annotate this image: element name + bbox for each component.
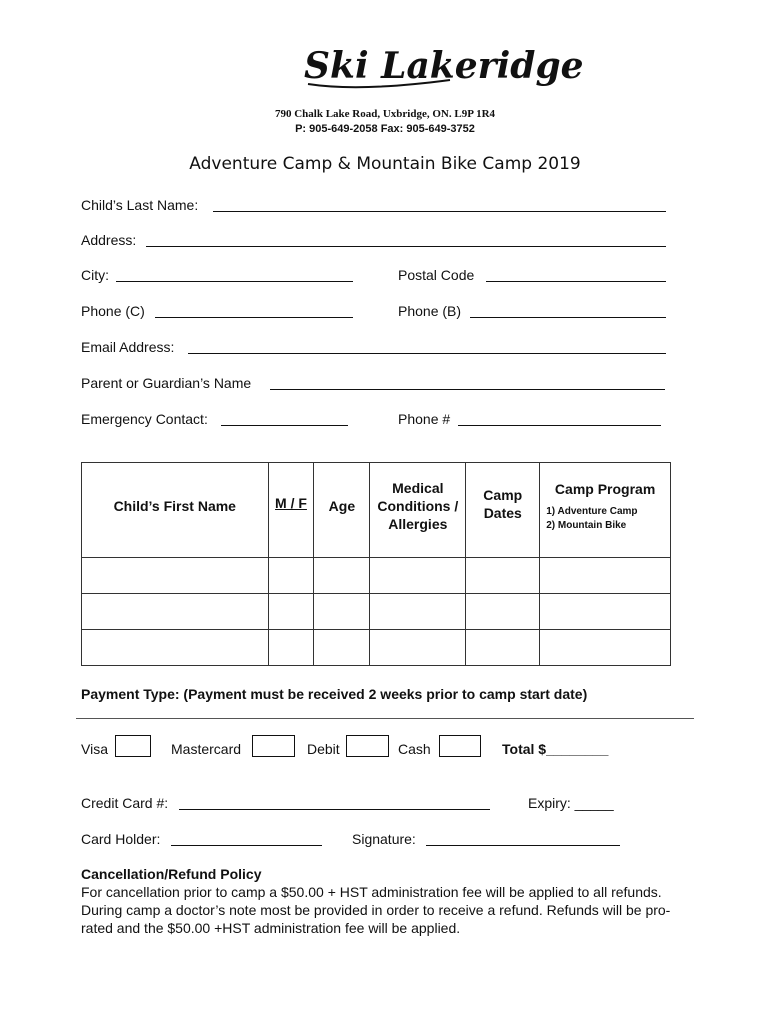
- table-row: [82, 594, 671, 630]
- mastercard-checkbox[interactable]: [252, 735, 295, 757]
- refund-policy-text: For cancellation prior to camp a $50.00 + HST administration fee will be applied to all refunds. During camp a doctor’s note most be provided in order to receive a refund. Refunds will be pro-rated and the $50.00 +HST administration fee will be applied.: [81, 884, 671, 936]
- svg-text:Ski Lakeridge: Ski Lakeridge: [304, 45, 584, 87]
- phone-b-field[interactable]: [470, 317, 666, 318]
- emergency-contact-field[interactable]: [221, 425, 348, 426]
- last-name-label: Child’s Last Name:: [81, 197, 199, 213]
- age-cell[interactable]: [314, 630, 370, 666]
- visa-label: Visa: [81, 741, 108, 757]
- phone-c-field[interactable]: [155, 317, 353, 318]
- city-field[interactable]: [116, 281, 353, 282]
- card-holder-field[interactable]: [171, 845, 322, 846]
- postal-code-label: Postal Code: [398, 267, 475, 283]
- children-table: [81, 462, 671, 666]
- address-label: Address:: [81, 232, 137, 248]
- payment-divider: [76, 718, 694, 719]
- address-line: 790 Chalk Lake Road, Uxbridge, ON. L9P 1R4: [274, 108, 496, 120]
- signature-field[interactable]: [426, 845, 620, 846]
- cash-label: Cash: [398, 741, 431, 757]
- postal-code-field[interactable]: [486, 281, 666, 282]
- age-cell[interactable]: [314, 594, 370, 630]
- medical-cell[interactable]: [370, 594, 466, 630]
- camp-program-title: Camp Program: [554, 481, 656, 497]
- credit-card-field[interactable]: [179, 809, 490, 810]
- guardian-field[interactable]: [270, 389, 665, 390]
- total-field[interactable]: Total $________: [502, 741, 609, 757]
- mastercard-label: Mastercard: [171, 741, 242, 757]
- emergency-contact-label: Emergency Contact:: [81, 411, 208, 427]
- first-name-cell[interactable]: [82, 558, 269, 594]
- visa-checkbox[interactable]: [115, 735, 151, 757]
- camp-dates-header: Camp Dates: [466, 463, 540, 558]
- refund-policy-heading: Cancellation/Refund Policy: [81, 866, 262, 882]
- guardian-label: Parent or Guardian’s Name: [81, 375, 252, 391]
- camp-program-header: [540, 463, 671, 558]
- form-title: Adventure Camp & Mountain Bike Camp 2019: [189, 154, 581, 174]
- age-header: Age: [314, 463, 370, 558]
- table-header-row: [82, 463, 671, 558]
- camp-dates-cell[interactable]: [466, 630, 540, 666]
- debit-checkbox[interactable]: [346, 735, 389, 757]
- age-cell[interactable]: [314, 558, 370, 594]
- gender-header: [268, 463, 314, 558]
- program-option-1: 1) Adventure Camp: [546, 506, 638, 517]
- first-name-header: Child’s First Name: [82, 463, 269, 558]
- medical-cell[interactable]: [370, 558, 466, 594]
- table-row: [82, 630, 671, 666]
- phone-fax-line: P: 905-649-2058 Fax: 905-649-3752: [295, 123, 475, 135]
- first-name-cell[interactable]: [82, 594, 269, 630]
- credit-card-label: Credit Card #:: [81, 795, 169, 811]
- phone-c-label: Phone (C): [81, 303, 145, 319]
- camp-dates-cell[interactable]: [466, 558, 540, 594]
- address-field[interactable]: [146, 246, 666, 247]
- last-name-field[interactable]: [213, 211, 666, 212]
- emergency-phone-label: Phone #: [398, 411, 451, 427]
- camp-program-cell[interactable]: [540, 630, 671, 666]
- card-holder-label: Card Holder:: [81, 831, 161, 847]
- email-field[interactable]: [188, 353, 666, 354]
- gender-cell[interactable]: [268, 594, 314, 630]
- email-label: Email Address:: [81, 339, 175, 355]
- debit-label: Debit: [307, 741, 340, 757]
- gender-cell[interactable]: [268, 558, 314, 594]
- emergency-phone-field[interactable]: [458, 425, 661, 426]
- medical-cell[interactable]: [370, 630, 466, 666]
- payment-type-heading: Payment Type: (Payment must be received 2 weeks prior to camp start date): [81, 686, 588, 702]
- ski-lakeridge-logo: [300, 34, 584, 96]
- table-row: [82, 558, 671, 594]
- first-name-cell[interactable]: [82, 630, 269, 666]
- city-label: City:: [81, 267, 109, 283]
- gender-header-text: M / F: [275, 495, 307, 511]
- cash-checkbox[interactable]: [439, 735, 481, 757]
- expiry-field[interactable]: Expiry: _____: [528, 795, 614, 811]
- medical-header: Medical Conditions / Allergies: [370, 463, 466, 558]
- phone-b-label: Phone (B): [398, 303, 462, 319]
- signature-label: Signature:: [352, 831, 416, 847]
- camp-dates-cell[interactable]: [466, 594, 540, 630]
- camp-program-cell[interactable]: [540, 594, 671, 630]
- gender-cell[interactable]: [268, 630, 314, 666]
- camp-program-cell[interactable]: [540, 558, 671, 594]
- program-option-2: 2) Mountain Bike: [546, 520, 627, 531]
